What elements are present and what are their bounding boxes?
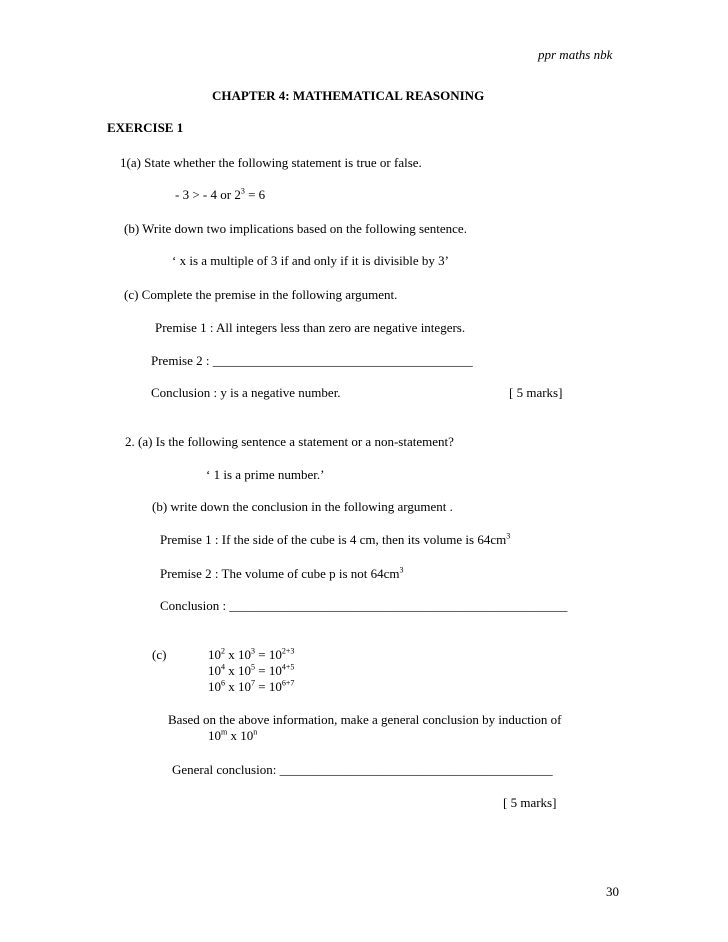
q2a-text: 2. (a) Is the following sentence a statement or a non-statement? [125,434,454,449]
q1a-expression: - 3 > - 4 or $2^3 = 6$ [175,186,266,202]
q2a-quote: ‘ 1 is a prime number.’ [206,467,325,482]
q2b-premise-1: Premise 1 : If the side of the cube is 4 cm, then its volume is $64cm^3$ [160,531,511,547]
q1b-quote: ‘ x is a multiple of 3 if and only if it is divisible by 3’ [172,253,449,268]
page-number: 30 [606,884,619,899]
q1c-premise-1: Premise 1 : All integers less than zero are negative integers. [155,320,466,335]
q2c-line-3: $10^6$ x $10^7 = 10^{6+7}$ [208,678,295,694]
q2c-line-2: $10^4$ x $10^5 = 10^{4+5}$ [208,662,295,678]
q2c-general-conclusion: General conclusion: __________________________________________ [172,762,553,777]
q2-marks: [ 5 marks] [503,795,557,810]
q1b-text: (b) Write down two implications based on the following sentence. [124,221,467,236]
header-text: ppr maths nbk [538,47,613,62]
q1-marks: [ 5 marks] [509,385,563,400]
q2b-text: (b) write down the conclusion in the following argument . [152,499,453,514]
q2b-conclusion: Conclusion : ____________________________________________________ [160,598,568,613]
q1c-conclusion: Conclusion : y is a negative number. [151,385,341,400]
q1a-text: 1(a) State whether the following statement is true or false. [120,155,422,170]
q1c-premise-2: Premise 2 : ________________________________________ [151,353,473,368]
q2c-line-1: $10^2$ x $10^3 = 10^{2+3}$ [208,646,295,662]
q2c-label: (c) [152,647,167,662]
chapter-title: CHAPTER 4: MATHEMATICAL REASONING [212,88,485,103]
q2c-based-text: Based on the above information, make a general conclusion by induction of [168,712,562,727]
exercise-title: EXERCISE 1 [107,120,184,135]
q1c-text: (c) Complete the premise in the following argument. [124,287,398,302]
q2b-premise-2: Premise 2 : The volume of cube p is not $64cm^3$ [160,565,404,581]
q2c-general-expression: 10$^m$ x 10$^n$ [208,727,258,743]
